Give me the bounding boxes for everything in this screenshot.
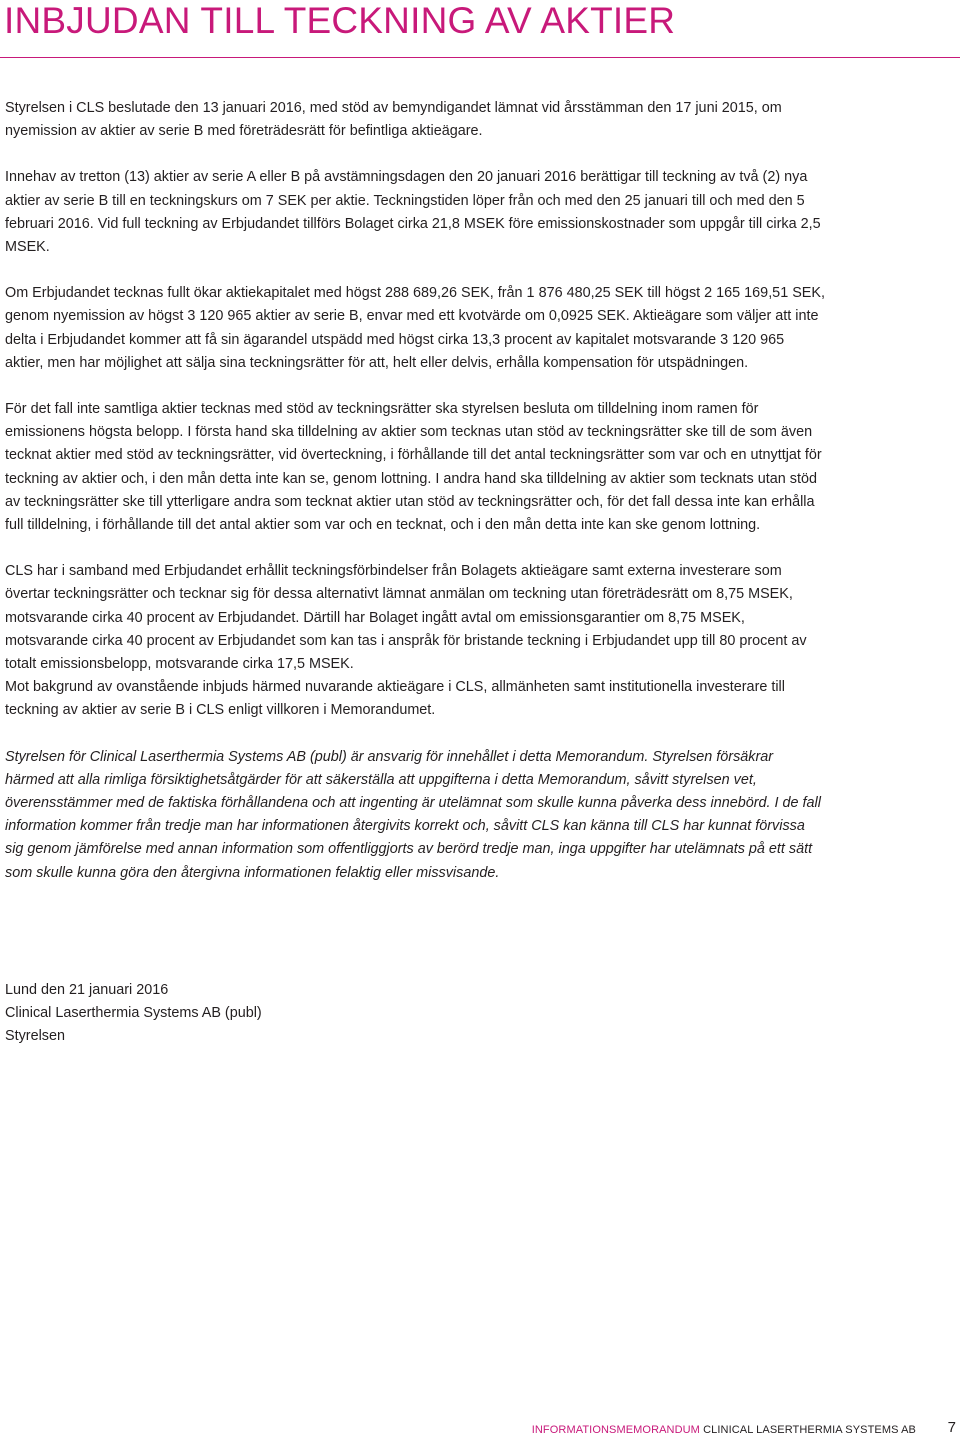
paragraph-allotment: För det fall inte samtliga aktier tecknas med stöd av teckningsrätter ska styrelsen besluta om tilldelning inom ramen för emissionens högsta belopp. I första hand ska tilldelning av aktier som tecknas utan stöd av teckningsrätter ske till de som även tecknat aktier med stöd av teckningsrätter, vid överteckning, i förhållande till det antal teckningsrätter som var och en utnyttjat för teckning av aktier och, i den mån detta inte kan se, genom lottning. I andra hand ska tilldelning av aktier som tecknats utan stöd av teckningsrätter ske till ytterligare andra som tecknat aktier utan stöd av teckningsrätter och, för det fall dessa inte kan erhålla full tilldelning, i förhållande till det antal aktier som var och en tecknat, och i den mån detta inte kan ske genom lottning. [5,401,822,534]
page-number: 7 [947,1419,956,1436]
signature-place-date: Lund den 21 januari 2016 [5,982,169,998]
paragraph-board-responsibility: Styrelsen för Clinical Laserthermia Systems AB (publ) är ansvarig för innehållet i detta Memorandum. Styrelsen försäkrar härmed att alla rimliga försiktighetsåtgärder för att säkerställa att uppgifterna i detta Memorandum, såvitt styrelsen vet, överensstämmer med de faktiska förhållandena och att ingenting är utelämnat som skulle kunna påverka dess innebörd. I de fall information kommer från tredje man har informationen återgivits korrekt och, såvitt CLS kan känna till CLS har kunnat förvissa sig genom jämförelse med annan information som offentliggjorts av berörd tredje man, inga uppgifter har utelämnats på ett sätt som skulle kunna göra den återgivna informationen felaktig eller missvisande. [5,748,821,881]
paragraph-invitation: Mot bakgrund av ovanstående inbjuds härmed nuvarande aktieägare i CLS, allmänheten samt institutionella investerare till teckning av aktier av serie B i CLS enligt villkoren i Memorandumet. [5,679,785,719]
signature-company: Clinical Laserthermia Systems AB (publ) [5,1005,262,1022]
signature-block [5,979,262,1049]
paragraph-subscription-terms: Innehav av tretton (13) aktier av serie A eller B på avstämningsdagen den 20 januari 2016 berättigar till teckning av två (2) nya aktier av serie B till en teckningskurs om 7 SEK per aktie. Teckningstiden löper från och med den 25 januari till och med den 5 februari 2016. Vid full teckning av Erbjudandet tillförs Bolaget cirka 21,8 MSEK före emissionskostnader som uppgår till cirka 2,5 MSEK. [5,169,821,256]
paragraph-board-resolution: Styrelsen i CLS beslutade den 13 januari 2016, med stöd av bemyndigandet lämnat vid årsstämman den 17 juni 2015, om nyemission av aktier av serie B med företrädesrätt för befintliga aktieägare. [5,100,782,140]
paragraph-commitments: CLS har i samband med Erbjudandet erhållit teckningsförbindelser från Bolagets aktieägare samt externa investerare som övertar teckningsrätter och tecknar sig för dessa alternativt lämnat anmälan om teckning utan företrädesrätt om 8,75 MSEK, motsvarande cirka 40 procent av Erbjudandet. Därtill har Bolaget ingått avtal om emissionsgarantier om 8,75 MSEK, motsvarande cirka 40 procent av Erbjudandet som kan tas i anspråk för bristande teckning i Erbjudandet upp till 80 procent av totalt emissionsbelopp, motsvarande cirka 17,5 MSEK. [5,563,807,673]
signature-signatory: Styrelsen [5,1028,65,1045]
paragraph-share-capital: Om Erbjudandet tecknas fullt ökar aktiekapitalet med högst 288 689,26 SEK, från 1 876 480,25 SEK till högst 2 165 169,51 SEK, genom nyemission av högst 3 120 965 aktier av serie B, envar med ett kvotvärde om 0,0925 SEK. Aktieägare som väljer att inte delta i Erbjudandet kommer att få sin ägarandel utspädd med högst cirka 13,3 procent av kapitalet motsvarande 3 120 965 aktier, men har möjlighet att sälja sina teckningsrätter för att, helt eller delvis, erhålla kompensation för utspädningen. [5,285,825,371]
page-title: INBJUDAN TILL TECKNING AV AKTIER [4,0,676,41]
title-divider [0,57,960,58]
body-text [5,97,825,908]
page-footer [532,1424,916,1437]
footer-company-name: CLINICAL LASERTHERMIA SYSTEMS AB [703,1424,916,1436]
footer-document-type: INFORMATIONSMEMORANDUM [531,1424,700,1436]
